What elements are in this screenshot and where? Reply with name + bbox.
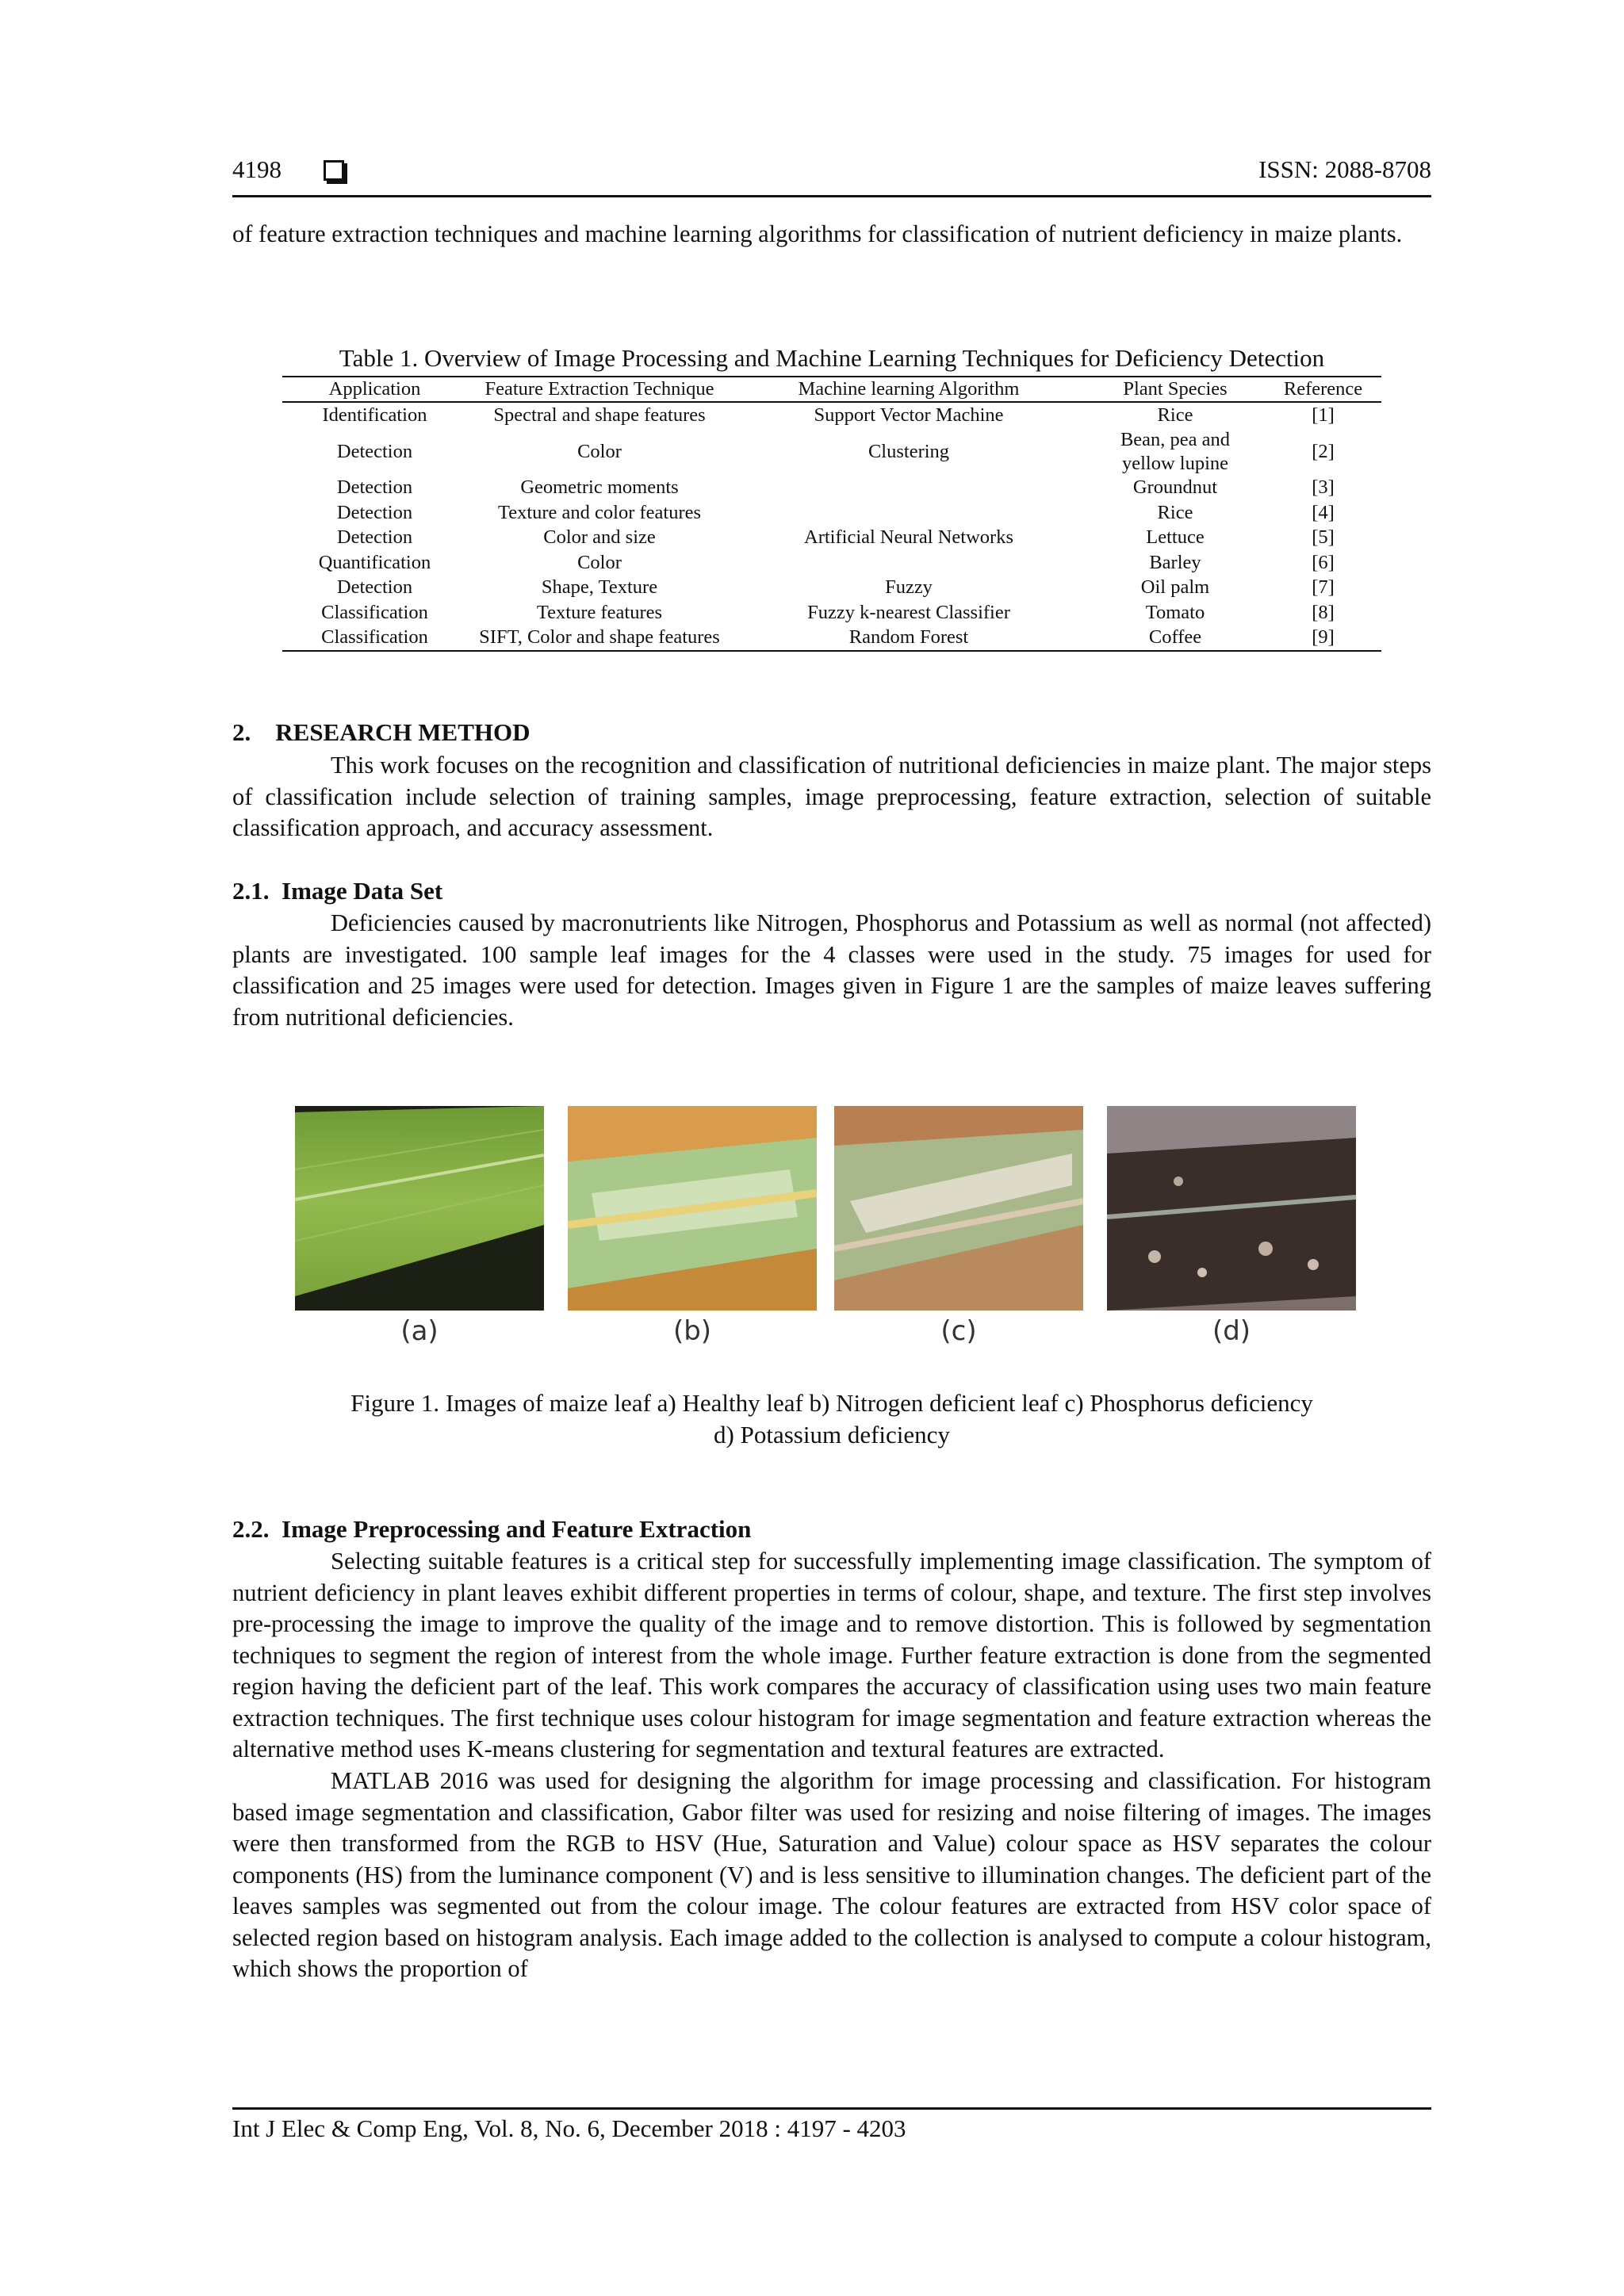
- table-caption: Table 1. Overview of Image Processing and Machine Learning Techniques for Deficiency Detection: [339, 344, 1325, 372]
- table-cell: Classification: [321, 601, 428, 623]
- header-box-icon: [324, 160, 344, 181]
- table-cell: Geometric moments: [520, 476, 679, 499]
- table-cell: [2]: [1312, 440, 1335, 462]
- figure-caption-line: Figure 1. Images of maize leaf a) Healthy leaf b) Nitrogen deficient leaf c) Phosphorus deficiency: [350, 1389, 1313, 1417]
- table-cell: [3]: [1312, 476, 1335, 499]
- table-cell: [8]: [1312, 601, 1335, 623]
- table-cell: Random Forest: [848, 626, 969, 649]
- table-cell: Detection: [336, 440, 413, 462]
- table-cell: Tomato: [1145, 601, 1205, 623]
- table-cell: Classification: [321, 626, 428, 649]
- table-cell: Detection: [336, 576, 413, 599]
- table-header-cell: Application: [328, 378, 421, 400]
- table-cell: Quantification: [318, 551, 431, 573]
- table-row: [282, 626, 1381, 652]
- table-cell: Fuzzy: [885, 576, 933, 599]
- intro-paragraph: of feature extraction techniques and machine learning algorithms for classification of nutrient deficiency in maize plants.: [232, 220, 1403, 247]
- table-row: [282, 476, 1381, 501]
- page-footer: Int J Elec & Comp Eng, Vol. 8, No. 6, December 2018 : 4197 - 4203: [232, 2107, 1431, 2143]
- table-cell: Clustering: [868, 440, 950, 462]
- table-cell: Barley: [1149, 551, 1201, 573]
- table-row: [282, 550, 1381, 576]
- table-cell: [732, 476, 1086, 501]
- table-cell: [6]: [1312, 551, 1335, 573]
- table-cell: Identification: [322, 404, 427, 426]
- phosphorus-deficiency-leaf-image: [834, 1106, 1083, 1311]
- section-heading-image-data-set: 2.1. Image Data Set: [232, 877, 443, 905]
- figure-1: [295, 1106, 1359, 1368]
- table-cell: Lettuce: [1146, 526, 1205, 549]
- potassium-deficiency-leaf-image: [1107, 1106, 1356, 1311]
- section2-2-paragraph-1: Selecting suitable features is a critical step for successfully implementing image classification. The symptom of nutrient deficiency in plant leaves exhibit different properties in terms of colour, shape, and texture. The first step involves pre-processing the image to improve the quality of the image and to remove distortion. This is followed by segmentation techniques to segment the region of interest from the whole image. Further feature extraction is done from the segmented region having the deficient part of the leaf. This work compares the accuracy of classification using uses two main feature extraction techniques. The first technique uses colour histogram for image segmentation and feature extraction whereas the alternative method uses K-means clustering for segmentation and textural features are extracted.: [232, 1548, 1431, 1762]
- table-cell: Rice: [1157, 501, 1193, 523]
- table-header-cell: Feature Extraction Technique: [485, 378, 714, 400]
- table-cell: [9]: [1312, 626, 1335, 649]
- table-cell: Detection: [336, 501, 413, 523]
- table-row: [282, 600, 1381, 626]
- table-cell: Detection: [336, 526, 413, 549]
- table-cell: Shape, Texture: [541, 576, 658, 599]
- table-cell: Spectral and shape features: [493, 404, 706, 426]
- table-header-cell: Plant Species: [1123, 378, 1228, 400]
- section2-2-paragraph-2: MATLAB 2016 was used for designing the algorithm for image processing and classification. For histogram based image segmentation and classification, Gabor filter was used for resizing and noise filtering of images. The images were then transformed from the RGB to HSV (Hue, Saturation and Value) colour space as HSV separates the colour components (HS) from the luminance component (V) and is less sensitive to illumination changes. The deficient part of the leaves samples was segmented out from the colour image. The colour features are extracted from HSV color space of selected region based on histogram analysis. Each image added to the collection is analysed to compute a colour histogram, which shows the proportion of: [232, 1767, 1431, 1982]
- table-row: [282, 526, 1381, 551]
- table-row: [282, 402, 1381, 428]
- table-cell: Color: [577, 551, 622, 573]
- table-cell: Artificial Neural Networks: [804, 526, 1013, 549]
- table-cell: Support Vector Machine: [814, 404, 1004, 426]
- table-cell: Texture and color features: [497, 501, 702, 523]
- table-cell: [732, 500, 1086, 526]
- table-cell: Groundnut: [1132, 476, 1218, 499]
- table-cell: [7]: [1312, 576, 1335, 599]
- page-number: 4198: [232, 155, 282, 183]
- table-cell: Rice: [1157, 404, 1193, 426]
- table-header-cell: Machine learning Algorithm: [798, 378, 1020, 400]
- panel-label-b: (b): [672, 1315, 712, 1347]
- figure-caption-line: d) Potassium deficiency: [714, 1421, 950, 1448]
- overview-table: [282, 376, 1381, 652]
- table-cell: Detection: [336, 476, 413, 499]
- table-cell: Coffee: [1148, 626, 1202, 649]
- table-cell: Color: [577, 440, 622, 462]
- table-cell: Fuzzy k-nearest Classifier: [807, 601, 1010, 623]
- table-cell: Texture features: [536, 601, 663, 623]
- nitrogen-deficient-leaf-image: [568, 1106, 817, 1311]
- panel-label-a: (a): [400, 1315, 439, 1347]
- section2-1-paragraph: Deficiencies caused by macronutrients like Nitrogen, Phosphorus and Potassium as well as normal (not affected) plants are investigated. 100 sample leaf images for the 4 classes were used in the study. 75 images for used for classification and 25 images were used for detection. Images given in Figure 1 are the samples of maize leaves suffering from nutritional deficiencies.: [232, 909, 1431, 1031]
- table-cell: Oil palm: [1140, 576, 1210, 599]
- table-row: [282, 576, 1381, 601]
- healthy-leaf-image: [295, 1106, 544, 1311]
- panel-label-c: (c): [940, 1315, 977, 1347]
- table-header-row: [282, 377, 1381, 402]
- section-heading-research-method: 2. RESEARCH METHOD: [232, 718, 530, 746]
- panel-label-d: (d): [1212, 1315, 1251, 1347]
- table-cell: [4]: [1312, 501, 1335, 523]
- figure-caption: [232, 1387, 1431, 1451]
- table-cell: [5]: [1312, 526, 1335, 549]
- section-heading-preprocessing: 2.2. Image Preprocessing and Feature Extraction: [232, 1515, 752, 1543]
- table-cell: Color and size: [543, 526, 656, 549]
- table-cell: Bean, pea and yellow lupine: [1120, 428, 1231, 474]
- table-cell: [732, 550, 1086, 576]
- table-header-cell: Reference: [1283, 378, 1363, 400]
- table-row: [282, 428, 1381, 476]
- table-row: [282, 500, 1381, 526]
- section2-paragraph: This work focuses on the recognition and classification of nutritional deficiencies in maize plant. The major steps of classification include selection of training samples, image preprocessing, feature extraction, selection of suitable classification approach, and accuracy assessment.: [232, 752, 1431, 841]
- issn: ISSN: 2088-8708: [1258, 155, 1431, 183]
- table-cell: [1]: [1312, 404, 1335, 426]
- page-header: [232, 155, 1431, 197]
- table-cell: SIFT, Color and shape features: [479, 626, 720, 649]
